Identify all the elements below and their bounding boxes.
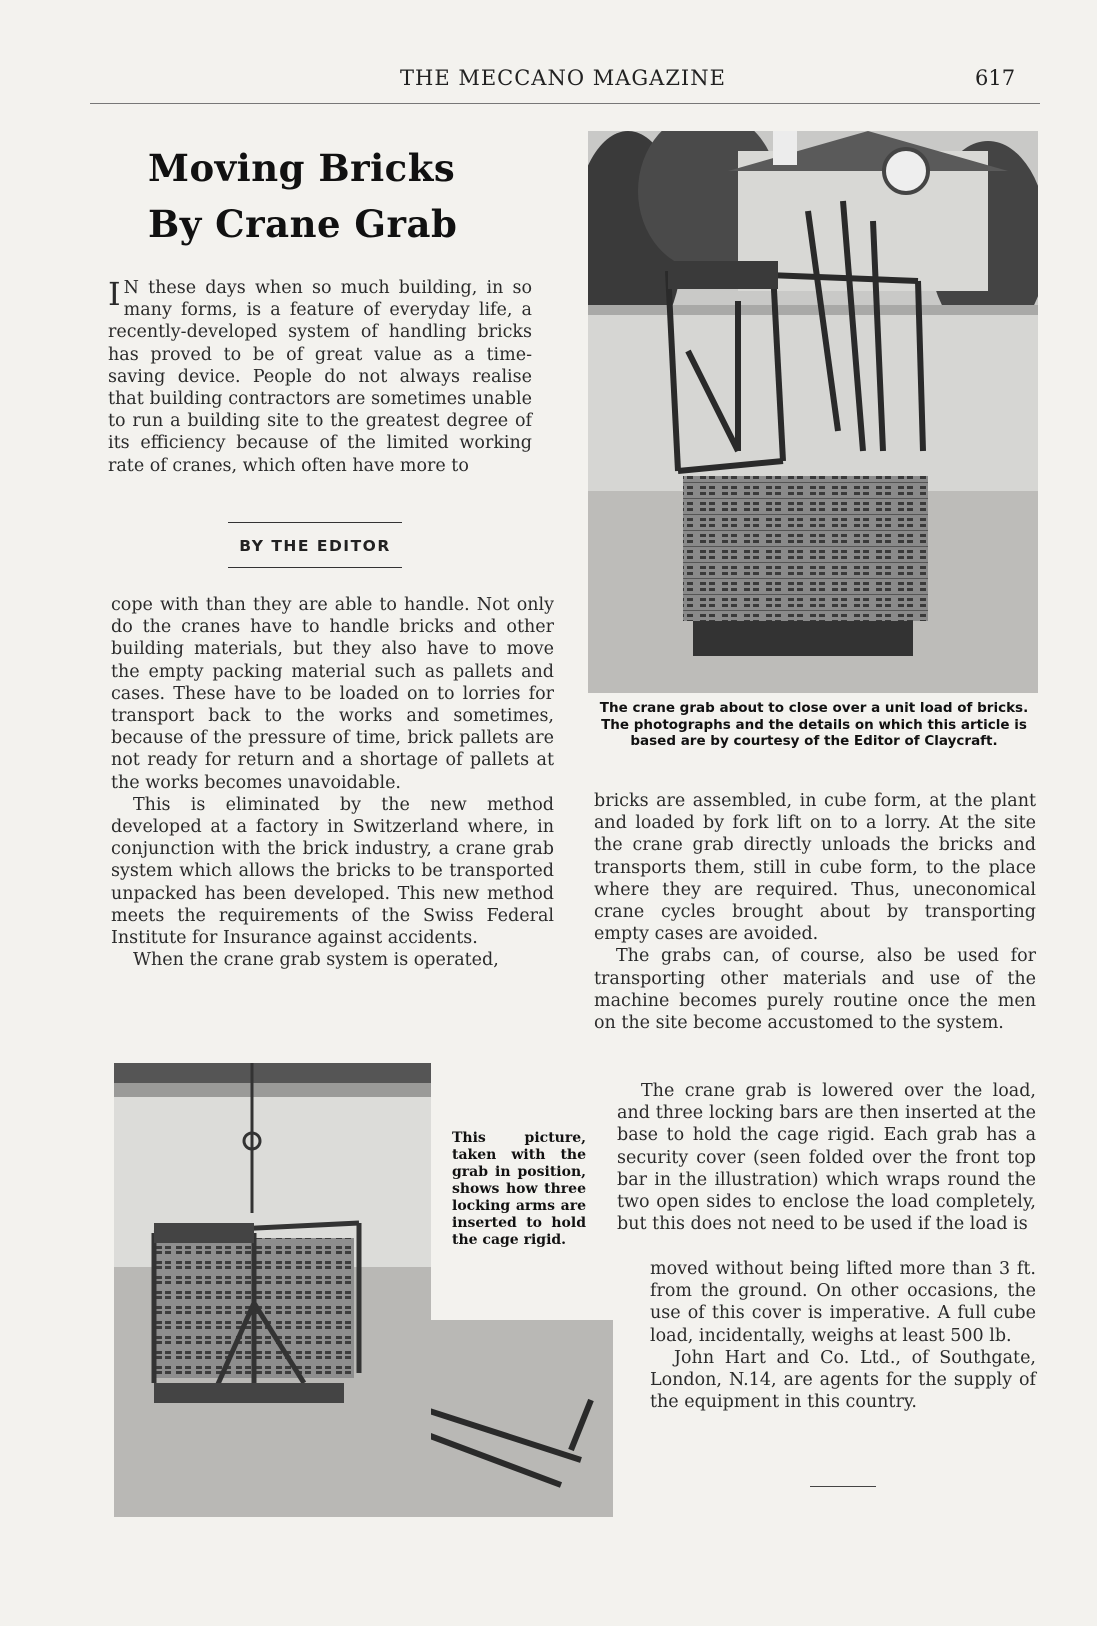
byline-rule-top	[228, 522, 402, 523]
body-paragraph: The grabs can, of course, also be used for transporting other materials and use of the machine becomes purely routine once the men on the site become accustomed to the system.	[594, 946, 1036, 1034]
column-1-body	[111, 594, 554, 971]
body-paragraph: This is eliminated by the new method developed at a factory in Switzerland where, in conjunction with the brick industry, a crane grab system which allows the bricks to be transported unpacked has been developed. This new method meets the requirements of the Swiss Federal Institute for Insurance against accidents.	[111, 794, 554, 949]
photo-crane-grab-over-bricks	[588, 131, 1038, 693]
byline-block	[228, 522, 402, 568]
column-2-body-bottom	[650, 1258, 1036, 1413]
page-number: 617	[975, 66, 1016, 90]
column-1-intro	[108, 277, 532, 477]
photo-grab-in-position	[114, 1063, 431, 1517]
body-paragraph: The crane grab is lowered over the load, and three locking bars are then inserted at the base to hold the cage rigid. Each grab has a security cover (seen folded over the front top bar in the illustration) which wraps round the two open sides to enclose the load completely, but this does not need to be used if the load is	[617, 1081, 1036, 1235]
byline-rule-bottom	[228, 567, 402, 568]
body-paragraph: bricks are assembled, in cube form, at the plant and loaded by fork lift on to a lorry. At the site the crane grab directly unloads the bricks and transports them, still in cube form, to the place where they are required. Thus, uneconomical crane cycles brought about by transporting empty cases are avoided.	[594, 791, 1036, 945]
article-headline	[148, 140, 548, 252]
body-paragraph: John Hart and Co. Ltd., of Southgate, London, N.14, are agents for the supply of the equipment in this country.	[650, 1347, 1036, 1413]
running-head	[0, 66, 1097, 96]
header-rule	[90, 103, 1040, 104]
photo-grab-locking-bars	[431, 1320, 613, 1517]
article-end-rule	[810, 1486, 876, 1487]
top-photo-caption: The crane grab about to close over a unit load of bricks. The photographs and the details on which this article is based are by courtesy of the Editor of Claycraft.	[599, 700, 1029, 749]
body-paragraph: moved without being lifted more than 3 ft. from the ground. On other occasions, the use of this cover is imperative. A full cube load, incidentally, weighs at least 500 lb.	[650, 1259, 1036, 1346]
byline: BY THE EDITOR	[239, 537, 391, 555]
bottom-photo-caption: This picture, taken with the grab in position, shows how three locking arms are inserted to hold the cage rigid.	[452, 1130, 586, 1248]
headline-line-1: Moving Bricks	[148, 146, 456, 190]
headline-line-2: By Crane Grab	[148, 202, 458, 246]
column-2-body-middle	[617, 1080, 1036, 1235]
body-paragraph: cope with than they are able to handle. Not only do the cranes have to handle bricks and other building materials, but they also have to move the empty packing material such as pallets and cases. These have to be loaded on to lorries for transport back to the works and sometimes, because of the pressure of time, brick pallets are not ready for return and a shortage of pallets at the works becomes unavoidable.	[111, 595, 554, 793]
body-paragraph: When the crane grab system is operated,	[133, 950, 499, 971]
intro-paragraph: IN these days when so much building, in so many forms, is a feature of everyday life, a recently-developed system of handling bricks has proved to be of great value as a time-saving device. People do not always realise that building contractors are sometimes unable to run a building site to the greatest degree of its efficiency because of the limited working rate of cranes, which often have more to	[108, 275, 532, 476]
magazine-title: THE MECCANO MAGAZINE	[400, 66, 726, 90]
column-2-body-top	[594, 790, 1036, 1034]
